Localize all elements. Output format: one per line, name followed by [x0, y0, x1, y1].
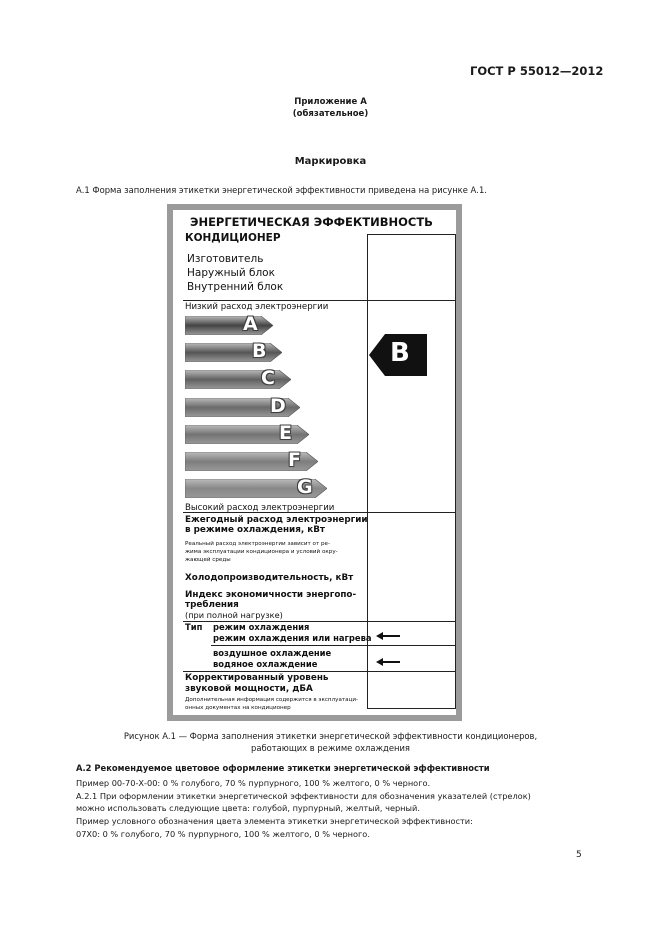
noise-level-label: Корректированный уровень [185, 673, 329, 683]
figure-caption: Рисунок А.1 — Форма заполнения этикетки энергетической эффективности кондиционеров, [123, 731, 538, 741]
low-consumption-label: Низкий расход электроэнергии [185, 302, 329, 312]
energy-label [167, 204, 462, 721]
class-letter: D [270, 394, 286, 417]
class-letter: B [252, 340, 267, 363]
class-bar-a [185, 313, 273, 335]
annual-consumption-title: Ежегодный расход электроэнергии [185, 515, 368, 525]
noise-value-box [367, 671, 456, 709]
class-bar-b [185, 340, 282, 363]
paragraph-a21-cont: можно использовать следующие цвета: голубой, пурпурный, желтый, черный. [76, 803, 420, 813]
efficiency-index-label: Индекс экономичности энергопо- [185, 590, 357, 600]
class-bar-e [185, 421, 309, 444]
example-2: Пример условного обозначения цвета элемента этикетки энергетической эффективности: [76, 816, 473, 826]
intro-text: А.1 Форма заполнения этикетки энергетической эффективности приведена на рисунке А.1. [76, 185, 487, 195]
annual-note-line: жима эксплуатации кондиционера и условий окру- [185, 549, 338, 555]
class-letter: F [288, 449, 301, 471]
class-bar-d [185, 394, 300, 417]
paragraph-a21: А.2.1 При оформлении этикетки энергетической эффективности для обозначения указателей (стрелок) [76, 791, 531, 801]
section-a2-heading: А.2 Рекомендуемое цветовое оформление этикетки энергетической эффективности [76, 763, 490, 773]
selected-class-letter: B [390, 338, 410, 368]
section-title: Маркировка [294, 156, 367, 167]
docs-note-cont: онных документах на кондиционер [185, 705, 291, 711]
annual-consumption-unit: в режиме охлаждения, кВт [185, 525, 326, 535]
air-cooling-label: воздушное охлаждение [213, 648, 332, 658]
class-letter: E [279, 421, 292, 444]
maker-value-box [367, 234, 456, 301]
annual-note-line: жающей среды [185, 557, 231, 563]
annual-note-line: Реальный расход электроэнергии зависит от ре- [185, 541, 330, 547]
indoor-unit-label: Внутренний блок [187, 281, 284, 293]
noise-level-unit: звуковой мощности, дБА [185, 684, 313, 694]
left-arrow-icon [376, 651, 400, 670]
type-label: Тип [185, 622, 203, 632]
label-title: ЭНЕРГЕТИЧЕСКАЯ ЭФФЕКТИВНОСТЬ [190, 215, 433, 229]
mode-cooling-heating-label: режим охлаждения или нагрева [213, 633, 372, 643]
cooling-capacity-label: Холодопроизводительность, кВт [185, 573, 354, 583]
selected-class-indicator [369, 334, 427, 380]
annual-value-box [367, 512, 456, 622]
left-arrow-icon [376, 625, 400, 644]
mode-cooling-label: режим охлаждения [213, 622, 310, 632]
figure-caption-cont: работающих в режиме охлаждения [251, 743, 410, 753]
document-id: ГОСТ Р 55012—2012 [470, 64, 604, 78]
example-1: Пример 00-70-Х-00: 0 % голубого, 70 % пурпурного, 100 % желтого, 0 % черного. [76, 778, 431, 788]
divider [183, 671, 367, 672]
example-2-value: 07Х0: 0 % голубого, 70 % пурпурного, 100 % желтого, 0 % черного. [76, 829, 370, 839]
divider [211, 645, 367, 646]
class-value-box [367, 300, 456, 513]
efficiency-index-note: (при полной нагрузке) [185, 610, 283, 620]
outdoor-unit-label: Наружный блок [187, 267, 275, 279]
water-cooling-label: водяное охлаждение [213, 659, 318, 669]
appendix-status: (обязательное) [292, 109, 369, 119]
class-bar-c [185, 367, 291, 390]
class-letter: G [297, 476, 313, 499]
appendix-title: Приложение А [294, 97, 367, 107]
high-consumption-label: Высокий расход электроэнергии [185, 503, 335, 513]
docs-note: Дополнительная информация содержится в эксплуатаци- [185, 697, 359, 703]
class-letter: A [243, 313, 258, 335]
divider [183, 300, 367, 301]
maker-label: Изготовитель [187, 253, 264, 265]
page-number: 5 [576, 850, 582, 860]
class-bar-g [185, 476, 327, 499]
label-subtitle: КОНДИЦИОНЕР [185, 232, 281, 244]
efficiency-index-label-cont: требления [185, 600, 239, 610]
class-bar-f [185, 449, 318, 471]
class-letter: C [261, 367, 275, 390]
